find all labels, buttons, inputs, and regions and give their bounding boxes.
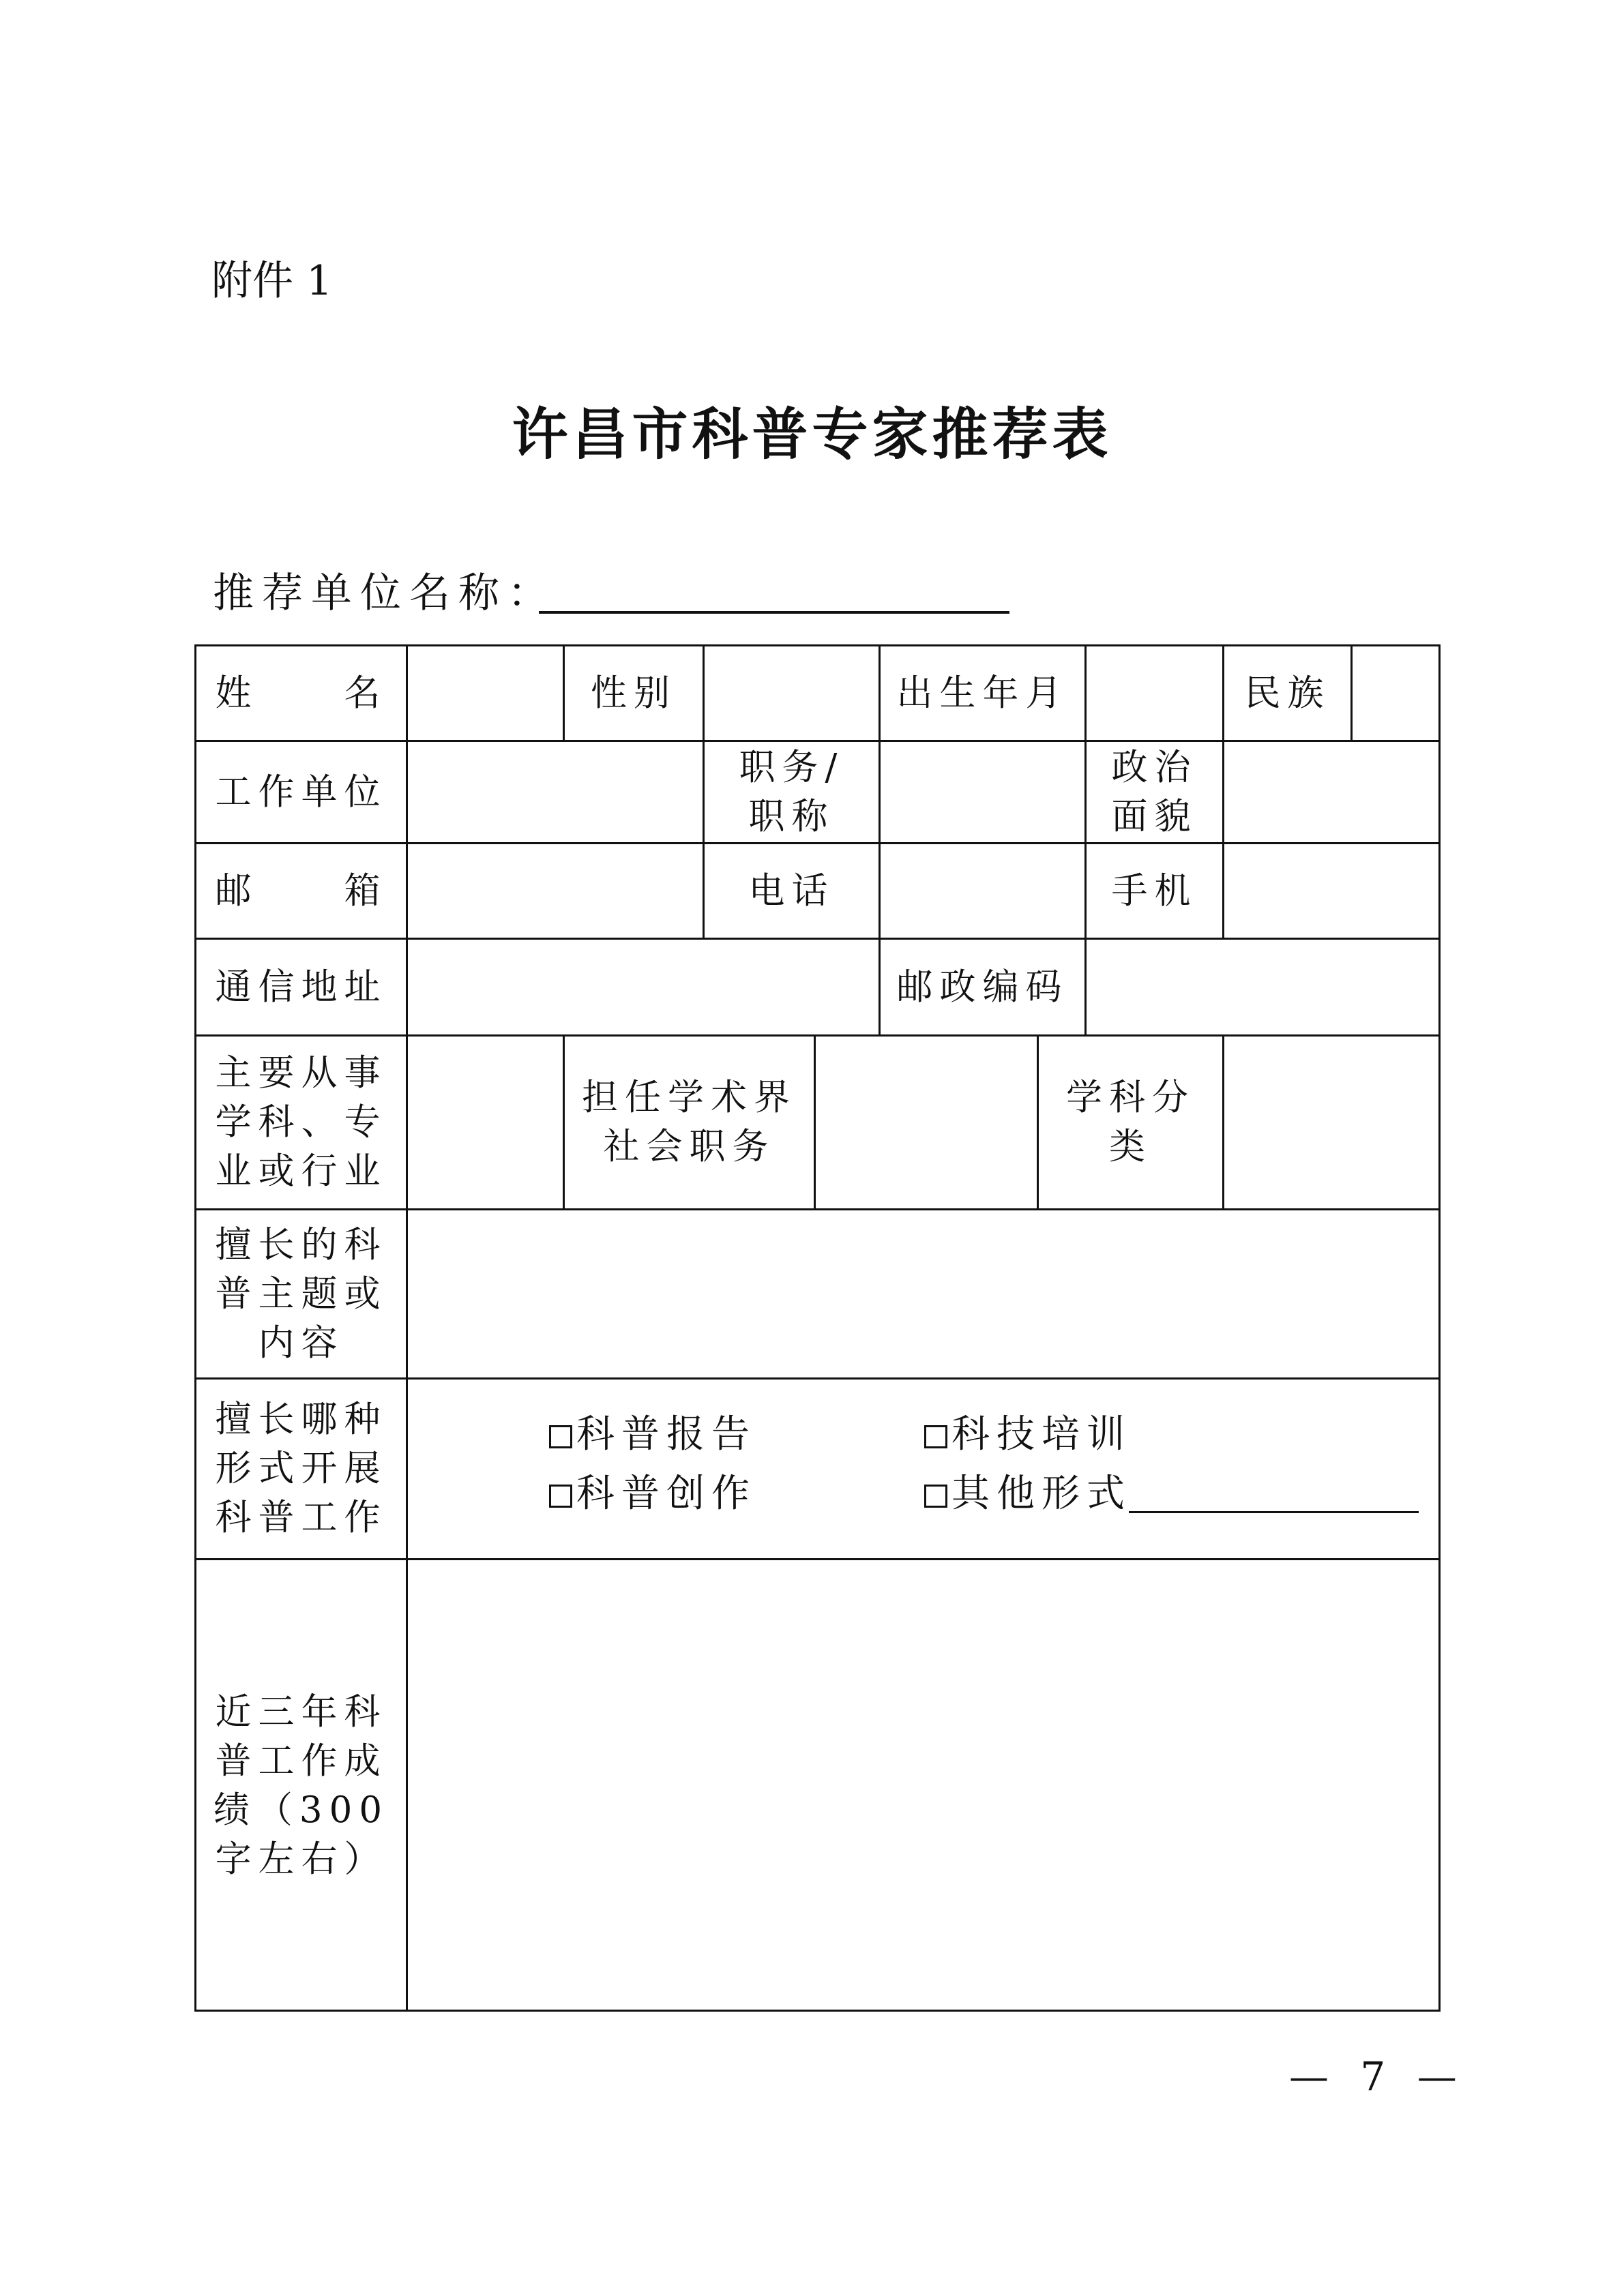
address-label: 通信地址 (194, 938, 406, 1034)
name-field[interactable] (406, 644, 563, 740)
gender-field[interactable] (703, 644, 879, 740)
checkbox-icon[interactable] (549, 1485, 572, 1508)
mobile-field[interactable] (1222, 842, 1438, 938)
main-field-label: 主要从事 学科、专 业或行业 (194, 1034, 406, 1208)
forms-options-cell (406, 1377, 1438, 1558)
mobile-label: 手机 (1084, 842, 1222, 938)
checkbox-icon[interactable] (549, 1425, 572, 1448)
workplace-field[interactable] (406, 740, 703, 842)
recommending-unit-input-line[interactable] (539, 611, 1009, 614)
option-tech-training[interactable] (924, 1410, 1132, 1459)
email-label: 邮 箱 (194, 842, 406, 938)
postcode-field[interactable] (1084, 938, 1438, 1034)
topics-field[interactable] (406, 1208, 1438, 1377)
email-field[interactable] (406, 842, 703, 938)
achievements-field[interactable] (406, 1558, 1438, 2012)
table-border-right (1438, 644, 1441, 2012)
option-label: 科技培训 (951, 1412, 1132, 1457)
achievements-label: 近三年科 普工作成 绩（300 字左右） (194, 1558, 406, 2012)
political-field[interactable] (1222, 740, 1438, 842)
workplace-label: 工作单位 (194, 740, 406, 842)
birth-label: 出生年月 (879, 644, 1084, 740)
ethnicity-field[interactable] (1350, 644, 1438, 740)
recommending-unit-label: 推荐单位名称： (213, 569, 557, 617)
other-forms-input-line[interactable] (1129, 1511, 1419, 1513)
political-label: 政治 面貌 (1084, 740, 1222, 842)
birth-field[interactable] (1084, 644, 1222, 740)
option-popular-science-report[interactable] (549, 1410, 756, 1459)
table-border-bottom (194, 2010, 1441, 2012)
gender-label: 性别 (563, 644, 703, 740)
discipline-label: 学科分 类 (1037, 1034, 1222, 1208)
topics-label: 擅长的科 普主题或 内容 (194, 1208, 406, 1377)
option-popular-science-creation[interactable] (549, 1470, 756, 1519)
phone-field[interactable] (879, 842, 1084, 938)
checkbox-icon[interactable] (924, 1485, 947, 1508)
attachment-label: 附件 1 (211, 257, 333, 305)
postcode-label: 邮政编码 (879, 938, 1084, 1034)
option-other-forms[interactable] (924, 1470, 1132, 1519)
discipline-field[interactable] (1222, 1034, 1438, 1208)
forms-label: 擅长哪种 形式开展 科普工作 (194, 1377, 406, 1558)
position-field[interactable] (879, 740, 1084, 842)
page-title: 许昌市科普专家推荐表 (512, 402, 1112, 467)
ethnicity-label: 民族 (1222, 644, 1350, 740)
option-label: 科普报告 (576, 1412, 756, 1457)
main-field-field[interactable] (406, 1034, 563, 1208)
position-label: 职务/ 职称 (703, 740, 879, 842)
option-label: 其他形式 (951, 1472, 1132, 1516)
checkbox-icon[interactable] (924, 1425, 947, 1448)
option-label: 科普创作 (576, 1472, 756, 1516)
academic-role-label: 担任学术界 社会职务 (563, 1034, 814, 1208)
name-label: 姓 名 (194, 644, 406, 740)
page-number: — 7 — (1289, 2053, 1466, 2100)
academic-role-field[interactable] (814, 1034, 1037, 1208)
phone-label: 电话 (703, 842, 879, 938)
address-field[interactable] (406, 938, 879, 1034)
